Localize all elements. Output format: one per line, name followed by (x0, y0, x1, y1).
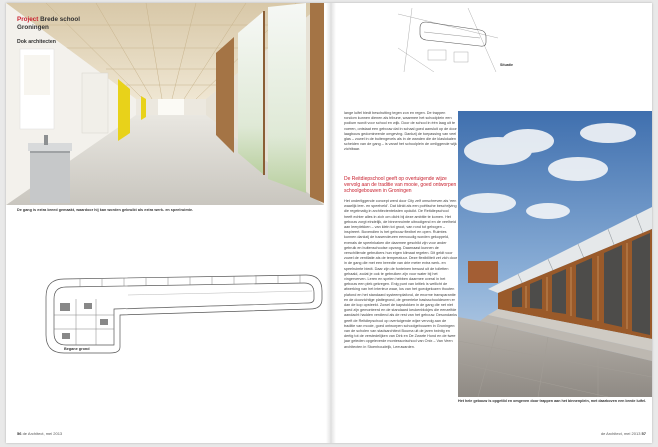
magazine-spread (6, 3, 652, 443)
magazine-issue-left: de Architect, mei 2013 (22, 431, 63, 436)
article-header (17, 16, 80, 45)
project-name: Brede school (40, 16, 80, 23)
folio-left (17, 431, 62, 436)
project-title (17, 16, 80, 24)
building-caption: Het hele gebouw is opgetild en omgeven door trappen aan het binnenplein, met daarboven een brede luifel. (458, 399, 647, 403)
floor-plan (40, 265, 328, 355)
project-city: Groningen (17, 23, 49, 31)
siteplan-label: Situatie (500, 63, 513, 67)
section-tag: Project (17, 16, 39, 23)
site-plan (398, 8, 498, 72)
architect-office: Dok architecten (17, 39, 56, 45)
body-paragraph-2: Het onderliggende concept werd door City zelf omschreven als ‘een waarlijk leer- en speelveld’. Dat klinkt als een poëtische beschrijving die regelmatig in architectenteksten opduikt. De Reitdiepschool heeft echter alles in zich om dicht bij deze ambitie te komen. Het gebouw zorgt eindelijk, de binnenruimte uitnodigend en de veelheid aan leerplekken – van klein tot groot, van rond tot gebogen – inspireert. Bovendien is het gebouw flexibel en open. Ruimtes kunnen dankzij de tussendeuren eenvoudig worden gekoppeld, evenals de speelnkaken die daarmee geschikt zijn voor ander gebruik en buitenschoolse opvang. Daarnaast kunnen de verschillende gebruikers hun eigen klimaat regelen. Dit geldt voor zowel de ventilatie als de temperatuur. Deze flexibiliteit zet zich door in de gang die met een breedte van drie meter extra werk- en speelruimte biedt. Daar zijn de fonteinen bewust uit de toiletten gehaald, zodat je ook te gebruiken zijn voor water bij het vingerverven. Leren en spelen hebben daarmee overal in het gebouw een plek gekregen. Enig punt van kritiek is wellicht de afwerking van het interieur waar, los van het goedgekozen thouten plafond en het standaard systeemplafond, de enorme transparantie en de doorzichtige plattegrond, de generieke basisschooldeuren er dan de kop opsteekt. Zowel de kapstokken in de gang die net niet goed zijn gemonteerd en de standaard keukenblokjes die eenzelfde aandacht hadden verdiend als de rest van het gebouw. Desondanks geeft de Reitdiepschool op overtuigende wijze vervolg aan de traditie van mooie, goed ontworpen schoolgebouwen in Groningen: van de scholen van stadsarchitect Bouma uit de jaren twintig en dertig tot de verstedelijken van Dirk en De Zwarte Hond en de twee jaar geleden opgeleverde montessorischool van Onix – Van Veen architecten in Stoenhoudeijk, Leeuwarden. (344, 199, 458, 349)
page-gutter (326, 3, 336, 443)
floorplan-label: Begane grond (64, 347, 90, 351)
building-photo (458, 111, 652, 397)
magazine-issue-right: de Architect, mei 2013 (600, 431, 641, 436)
corridor-caption: De gang is extra breed gemaakt, waardoor hij kan worden gebruikt als extra werk- en speelruimte. (17, 208, 194, 212)
pull-quote: De Reitdiepschool geeft op overtuigende wijze vervolg aan de traditie van mooie, goed ontworpen schoolgebouwen in Groningen (344, 176, 457, 194)
body-paragraph-1: lange luifel biedt beschutting tegen zon en regen. De trappen rondom kunnen dienen als tribune, waarmee het schoolplein een podium wordt voor school en wijk. Door de school in één laag uit te voeren, ontstaat een gebouw dat in schaal goed aansluit op de door laagbouw gedomineerde omgeving. Dankzij de toepassing van veel glas – zowel in de buitengevels als in de wanden die de klaslokalen scheiden van de gang – is vanaf het schoolplein de omliggende wijk zichtbaar. (344, 111, 457, 152)
page-number-right: 57 (641, 431, 646, 436)
page-number-left: 56 (17, 431, 22, 436)
folio-right (601, 431, 646, 436)
